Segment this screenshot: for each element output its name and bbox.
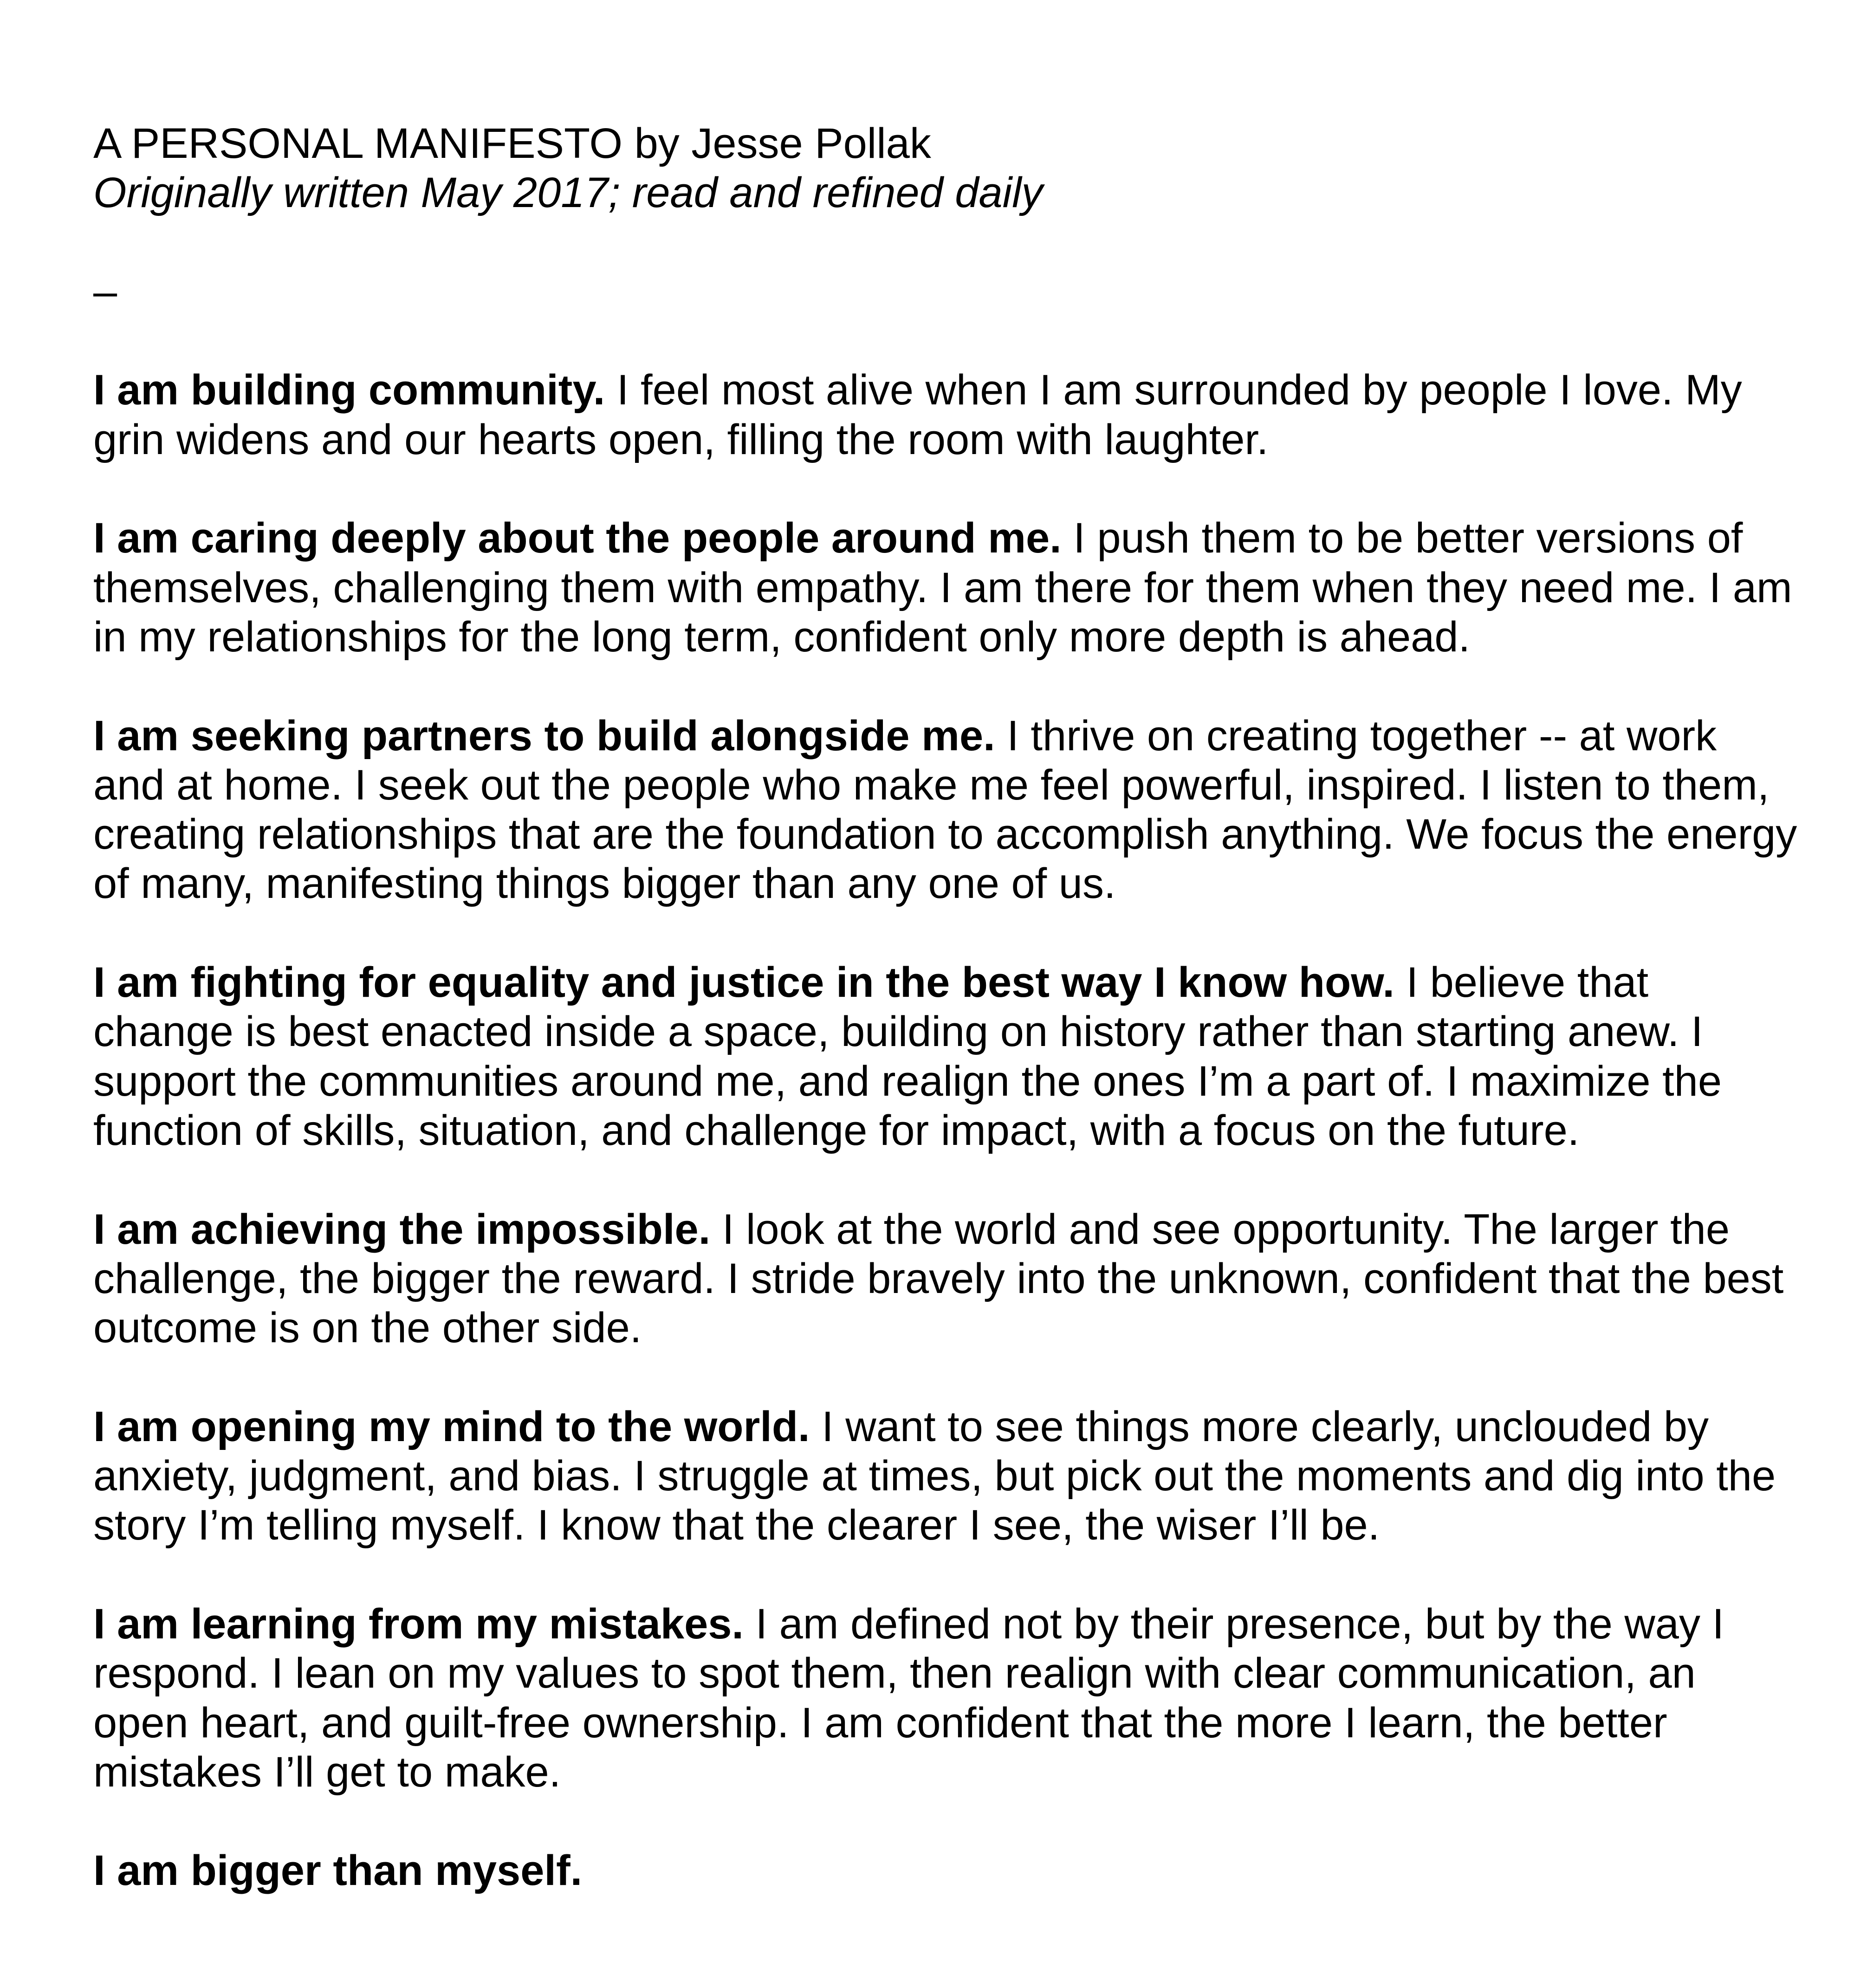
document-title: A PERSONAL MANIFESTO by Jesse Pollak	[93, 120, 931, 167]
paragraph-text: mistakes I’ll get to make.	[93, 1748, 561, 1796]
manifesto-document	[93, 119, 1797, 1896]
blank-line	[93, 316, 1797, 365]
paragraph-achieving-impossible	[93, 1205, 1797, 1353]
paragraph-text: respond. I lean on my values to spot them, then realign with clear communication, an	[93, 1650, 1696, 1697]
paragraph-text: challenge, the bigger the reward. I stride bravely into the unknown, confident that the best	[93, 1254, 1784, 1302]
paragraph-text: I thrive on creating together -- at work	[995, 712, 1717, 760]
paragraph-bigger-than-myself	[93, 1846, 1797, 1895]
blank-line	[93, 464, 1797, 513]
paragraph-text: of many, manifesting things bigger than any one of us.	[93, 860, 1116, 908]
paragraph-text: open heart, and guilt-free ownership. I am confident that the more I learn, the better	[93, 1699, 1667, 1747]
paragraph-heading: I am opening my mind to the world.	[93, 1403, 810, 1450]
paragraph-text: story I’m telling myself. I know that the clearer I see, the wiser I’ll be.	[93, 1501, 1380, 1549]
paragraph-text: I push them to be better versions of	[1061, 514, 1743, 562]
paragraph-text: I feel most alive when I am surrounded by people I love. My	[605, 366, 1742, 414]
paragraph-text: I want to see things more clearly, unclouded by	[810, 1403, 1709, 1450]
paragraph-text: I look at the world and see opportunity. The larger the	[710, 1205, 1730, 1253]
paragraph-heading: I am building community.	[93, 366, 605, 414]
blank-line	[93, 1352, 1797, 1402]
separator-dash: –	[93, 267, 117, 315]
paragraph-heading: I am fighting for equality and justice in the best way I know how.	[93, 959, 1394, 1007]
paragraph-opening-mind	[93, 1402, 1797, 1550]
paragraph-heading: I am bigger than myself.	[93, 1847, 583, 1895]
paragraph-text: change is best enacted inside a space, building on history rather than starting anew. I	[93, 1008, 1703, 1056]
paragraph-text: grin widens and our hearts open, filling the room with laughter.	[93, 416, 1269, 463]
paragraph-text: in my relationships for the long term, confident only more depth is ahead.	[93, 613, 1471, 661]
paragraph-text: I believe that	[1394, 959, 1649, 1007]
blank-line	[93, 909, 1797, 958]
paragraph-text: themselves, challenging them with empathy. I am there for them when they need me. I am	[93, 564, 1792, 611]
paragraph-text: I am defined not by their presence, but by the way I	[743, 1600, 1724, 1648]
paragraph-building-community	[93, 365, 1797, 464]
paragraph-text: and at home. I seek out the people who make me feel powerful, inspired. I listen to them,	[93, 761, 1770, 809]
paragraph-heading: I am achieving the impossible.	[93, 1205, 711, 1253]
paragraph-caring-deeply	[93, 513, 1797, 662]
paragraph-learning-mistakes	[93, 1599, 1797, 1797]
paragraph-text: outcome is on the other side.	[93, 1304, 642, 1352]
paragraph-heading: I am caring deeply about the people around me.	[93, 514, 1062, 562]
blank-line	[93, 1550, 1797, 1599]
paragraph-text: anxiety, judgment, and bias. I struggle at times, but pick out the moments and dig into the	[93, 1452, 1776, 1500]
paragraph-heading: I am learning from my mistakes.	[93, 1600, 744, 1648]
blank-line	[93, 1797, 1797, 1846]
paragraph-text: creating relationships that are the foundation to accomplish anything. We focus the energy	[93, 811, 1797, 858]
document-subtitle: Originally written May 2017; read and refined daily	[93, 169, 1043, 217]
blank-line	[93, 662, 1797, 711]
paragraph-text: function of skills, situation, and challenge for impact, with a focus on the future.	[93, 1106, 1580, 1154]
paragraph-heading: I am seeking partners to build alongside me.	[93, 712, 995, 760]
blank-line	[93, 1155, 1797, 1204]
paragraph-seeking-partners	[93, 711, 1797, 909]
paragraph-text: support the communities around me, and realign the ones I’m a part of. I maximize the	[93, 1057, 1722, 1105]
paragraph-fighting-equality	[93, 958, 1797, 1155]
blank-line	[93, 218, 1797, 267]
